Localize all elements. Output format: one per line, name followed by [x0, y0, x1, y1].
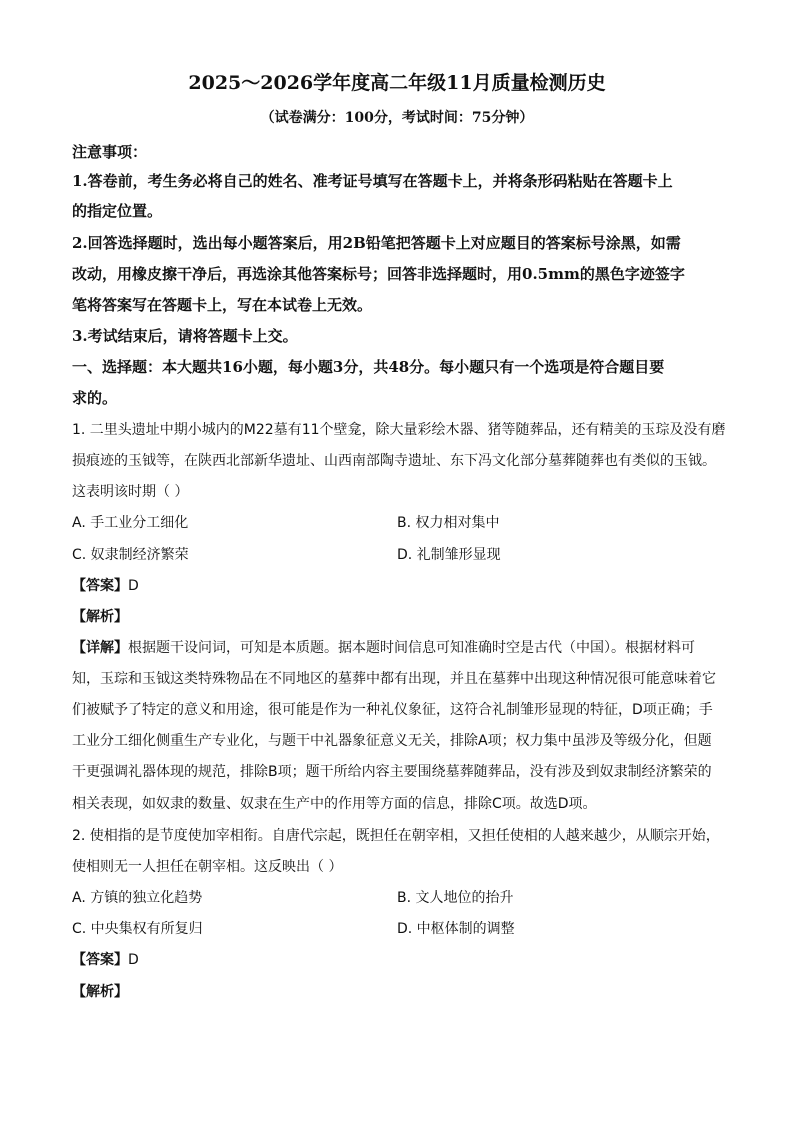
q1-detail-line-6: 相关表现，如奴隶的数量、奴隶在生产中的作用等方面的信息，排除C项。故选D项。 [72, 796, 597, 812]
answer-value: D [128, 578, 139, 594]
q2-analysis-label [72, 981, 128, 1003]
section-heading-line-1: 一、选择题：本大题共16小题，每小题3分，共48分。每小题只有一个选项是符合题目要 [72, 358, 665, 376]
notice-item-3: 3.考试结束后，请将答题卡上交。 [72, 327, 298, 345]
q2-option-c: C. 中央集权有所复归 [72, 921, 203, 937]
q1-option-c: C. 奴隶制经济繁荣 [72, 547, 189, 563]
q1-stem-line-2: 损痕迹的玉钺等，在陕西北部新华遗址、山西南部陶寺遗址、东下冯文化部分墓葬随葬也有类似的玉钺。 [72, 453, 716, 469]
q2-stem-line-2: 使相则无一人担任在朝宰相。这反映出（ ） [72, 859, 343, 875]
notice-item-2-line-1: 2.回答选择题时，选出每小题答案后，用2B铅笔把答题卡上对应题目的答案标号涂黑，如需 [72, 234, 681, 252]
answer-label: 【答案】 [72, 952, 128, 968]
answer-value: D [128, 952, 139, 968]
exam-subtitle: （试卷满分：100分，考试时间：75分钟） [260, 110, 534, 126]
notice-item-2-line-3: 笔将答案写在答题卡上，写在本试卷上无效。 [72, 296, 373, 314]
detail-label: 【详解】 [72, 640, 128, 656]
q1-stem-line-1: 1. 二里头遗址中期小城内的M22墓有11个壁龛，除大量彩绘木器、猪等随葬品，还有精美的玉琮及没有磨 [72, 422, 726, 438]
q1-detail-line-4: 工业分工细化侧重生产专业化，与题干中礼器象征意义无关，排除A项；权力集中虽涉及等级分化，但题 [72, 733, 712, 749]
notice-heading: 注意事项： [72, 143, 148, 161]
analysis-label: 【解析】 [72, 609, 128, 625]
notice-item-1-line-1: 1.答卷前，考生务必将自己的姓名、准考证号填写在答题卡上，并将条形码粘贴在答题卡上 [72, 172, 673, 190]
notice-item-1-line-2: 的指定位置。 [72, 202, 163, 220]
q1-detail-line-1 [72, 637, 724, 659]
q1-analysis-label [72, 606, 128, 628]
q1-detail-line-2: 知，玉琮和玉钺这类特殊物品在不同地区的墓葬中都有出现，并且在墓葬中出现这种情况很可能意味着它 [72, 671, 716, 687]
q1-option-a: A. 手工业分工细化 [72, 515, 189, 531]
exam-title: 2025～2026学年度高二年级11月质量检测历史 [188, 72, 606, 94]
q2-option-b: B. 文人地位的抬升 [397, 890, 514, 906]
q1-detail-line-3: 们被赋予了特定的意义和用途，很可能是作为一种礼仪象征，这符合礼制雏形显现的特征，D项正确；手 [72, 702, 713, 718]
q2-stem-line-1: 2. 使相指的是节度使加宰相衔。自唐代宗起，既担任在朝宰相，又担任使相的人越来越少，从顺宗开始， [72, 828, 720, 844]
q1-answer [72, 575, 139, 597]
detail-text: 根据题干设问词，可知是本质题。据本题时间信息可知准确时空是古代（中国）。根据材料可 [128, 640, 695, 656]
notice-item-2-line-2: 改动，用橡皮擦干净后，再选涂其他答案标号；回答非选择题时，用0.5mm的黑色字迹签字 [72, 265, 685, 283]
section-heading-line-2: 求的。 [72, 389, 118, 407]
analysis-label: 【解析】 [72, 984, 128, 1000]
q2-option-a: A. 方镇的独立化趋势 [72, 890, 203, 906]
q1-option-b: B. 权力相对集中 [397, 515, 500, 531]
answer-label: 【答案】 [72, 578, 128, 594]
q1-stem-line-3: 这表明该时期（ ） [72, 484, 189, 500]
q2-option-d: D. 中枢体制的调整 [397, 921, 515, 937]
q1-option-d: D. 礼制雏形显现 [397, 547, 501, 563]
q1-detail-line-5: 干更强调礼器体现的规范，排除B项；题干所给内容主要围绕墓葬随葬品，没有涉及到奴隶制经济繁荣的 [72, 764, 712, 780]
q2-answer [72, 949, 139, 971]
